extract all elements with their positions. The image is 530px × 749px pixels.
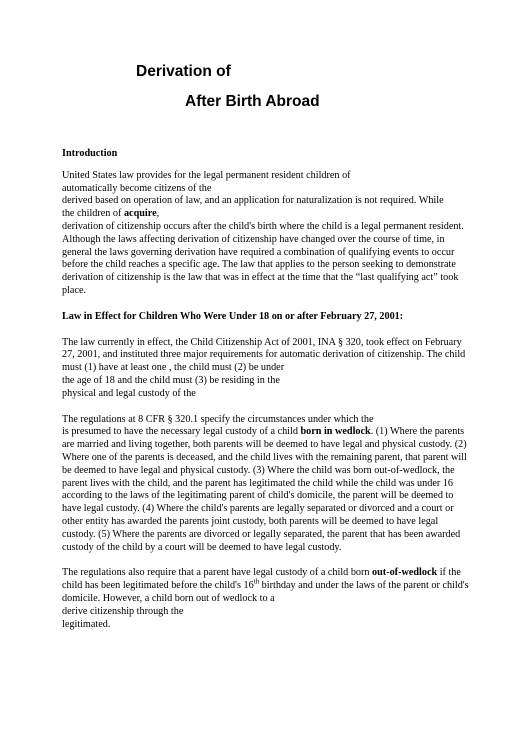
law-paragraph-3 [62, 567, 472, 631]
intro-line: automatically become citizens of the [62, 182, 212, 194]
document-body [62, 148, 472, 631]
law-line: physical and legal custody of the [62, 387, 196, 399]
acquire-emphasis: acquire [123, 208, 157, 220]
law-line: The regulations at 8 CFR § 320.1 specify the circumstances under which the [62, 413, 374, 425]
intro-text-rest: derivation of citizenship occurs after the child's birth where the child is a legal permanent resident. Although the laws affecting derivation of citizenship have changed over the course of time, in general the laws governing derivation have required a combination of qualifying events to occur before the child reaches a specific age. The law that applies to the person seeking to demonstrate derivation of citizenship is the law that was in effect at the time that the “last qualifying act” took place. [62, 220, 464, 296]
law-paragraph-1 [62, 337, 472, 401]
law-text-span: is presumed to have the necessary legal custody of a child [62, 426, 301, 438]
intro-line: derived based on operation of law, and an application for naturalization is not required. While [62, 195, 444, 207]
introduction-heading: Introduction [62, 148, 118, 159]
document-title-line-1: Derivation of [136, 63, 231, 80]
law-text: The law currently in effect, the Child Citizenship Act of 2001, INA § 320, took effect on February 27, 2001, and instituted three major requirements for automatic derivation of citizenship. The child must (1) have at least one , the child must (2) be under [62, 336, 466, 374]
ordinal-superscript: th [253, 577, 260, 586]
law-text-span: The regulations also require that a parent have legal custody of a child born [62, 567, 373, 579]
law-text [62, 426, 472, 554]
intro-text: the children of [62, 208, 124, 220]
law-text-span: if the child has been legitimated before the child's 16 [62, 567, 461, 592]
law-text [62, 567, 472, 605]
law-line: the age of 18 and the child must (3) be residing in the [62, 374, 280, 386]
law-paragraph-2 [62, 414, 472, 555]
introduction-paragraph [62, 170, 472, 298]
law-line: legitimated. [62, 618, 111, 630]
law-section-heading: Law in Effect for Children Who Were Under 18 on or after February 27, 2001: [62, 310, 404, 322]
out-of-wedlock-emphasis: out-of-wedlock [372, 567, 438, 579]
law-text-span: birthday and under the laws of the parent or child's domicile. However, a child born out of wedlock to a [62, 580, 469, 604]
born-in-wedlock-emphasis: born in wedlock [300, 426, 371, 438]
document-title-line-2: After Birth Abroad [185, 93, 320, 110]
law-text-span: . (1) Where the parents are married and living together, both parents will be deemed to have legal and physical custody. (2) Where one of the parents is deceased, and the child lives with the remaining parent, that parent will be deemed to have legal and physical custody. (3) Where the child was born out-of-wedlock, the parent lives with the child, and the parent has legitimated the child while the child was under 16 according to the laws of the legitimating parent of child's domicile, the parent will be deemed to have legal custody. (4) Where the child's parents are legally separated or divorced and a court or other entity has awarded the parents joint custody, both parents will be deemed to have legal custody. (5) Where the parents are divorced or legally separated, the parent that has been awarded custody of the child by a court will be deemed to have legal custody. [62, 426, 467, 553]
intro-line: United States law provides for the legal permanent resident children of [62, 169, 351, 181]
law-line: derive citizenship through the [62, 605, 184, 617]
intro-text: , [156, 208, 160, 220]
intro-line [62, 208, 472, 221]
